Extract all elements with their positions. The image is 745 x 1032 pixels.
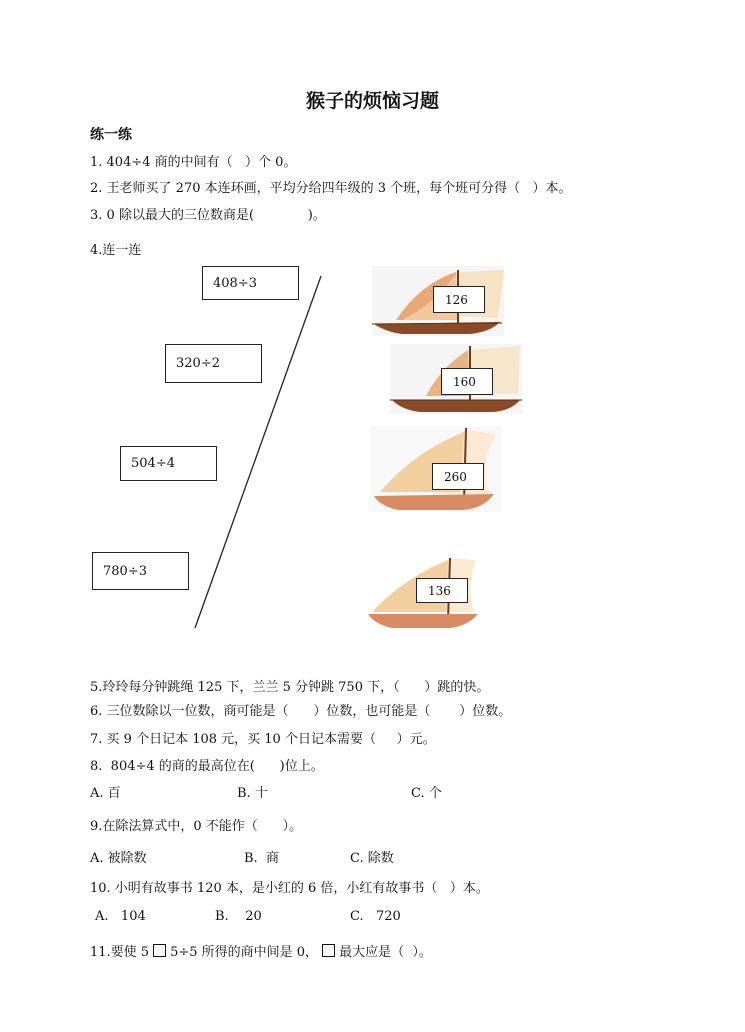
answer-label: 136	[416, 578, 468, 603]
question-10: 10. 小明有故事书 120 本，是小红的 6 倍，小红有故事书（ ）本。	[90, 881, 489, 896]
blank-square-icon	[322, 944, 335, 957]
question-3: 3. 0 除以最大的三位数商是( )。	[90, 208, 326, 223]
expression-box: 780÷3	[92, 552, 189, 590]
question-5: 5.玲玲每分钟跳绳 125 下，兰兰 5 分钟跳 750 下，（ ）跳的快。	[90, 680, 490, 695]
expression-box: 320÷2	[165, 344, 262, 383]
question-6: 6. 三位数除以一位数，商可能是（ ）位数，也可能是（ ）位数。	[90, 704, 512, 719]
answer-label: 160	[441, 368, 493, 395]
question-11-part: 11.要使 5	[90, 945, 150, 960]
option-a: A. 被除数	[90, 851, 147, 866]
blank-square-icon	[153, 944, 166, 957]
question-11	[90, 941, 432, 960]
answer-label: 126	[433, 286, 485, 313]
option-c: C. 除数	[350, 851, 394, 866]
option-b: B. 20	[215, 909, 262, 924]
question-7: 7. 买 9 个日记本 108 元，买 10 个日记本需要（ ）元。	[90, 732, 436, 747]
question-1: 1. 404÷4 商的中间有（ ）个 0。	[90, 155, 297, 170]
question-8: 8. 804÷4 的商的最高位在( )位上。	[90, 759, 324, 774]
option-a: A. 104	[95, 909, 146, 924]
expression-box: 504÷4	[120, 446, 217, 481]
option-b: B. 十	[237, 786, 268, 801]
question-11-part: 最大应是（ ）。	[339, 945, 432, 960]
question-2: 2. 王老师买了 270 本连环画，平均分给四年级的 3 个班，每个班可分得（ ）本。	[90, 181, 572, 196]
option-b: B. 商	[244, 851, 279, 866]
section-heading: 练一练	[90, 127, 132, 143]
option-c: C. 个	[411, 786, 442, 801]
question-4: 4.连一连	[90, 243, 142, 258]
option-a: A. 百	[90, 786, 121, 801]
question-11-part: 5÷5 所得的商中间是 0，	[170, 945, 319, 960]
expression-box: 408÷3	[202, 266, 299, 300]
worksheet-title: 猴子的烦恼习题	[305, 90, 439, 112]
answer-label: 260	[432, 463, 484, 490]
option-c: C. 720	[350, 909, 401, 924]
question-9: 9.在除法算式中，0 不能作（ ）。	[90, 819, 303, 834]
